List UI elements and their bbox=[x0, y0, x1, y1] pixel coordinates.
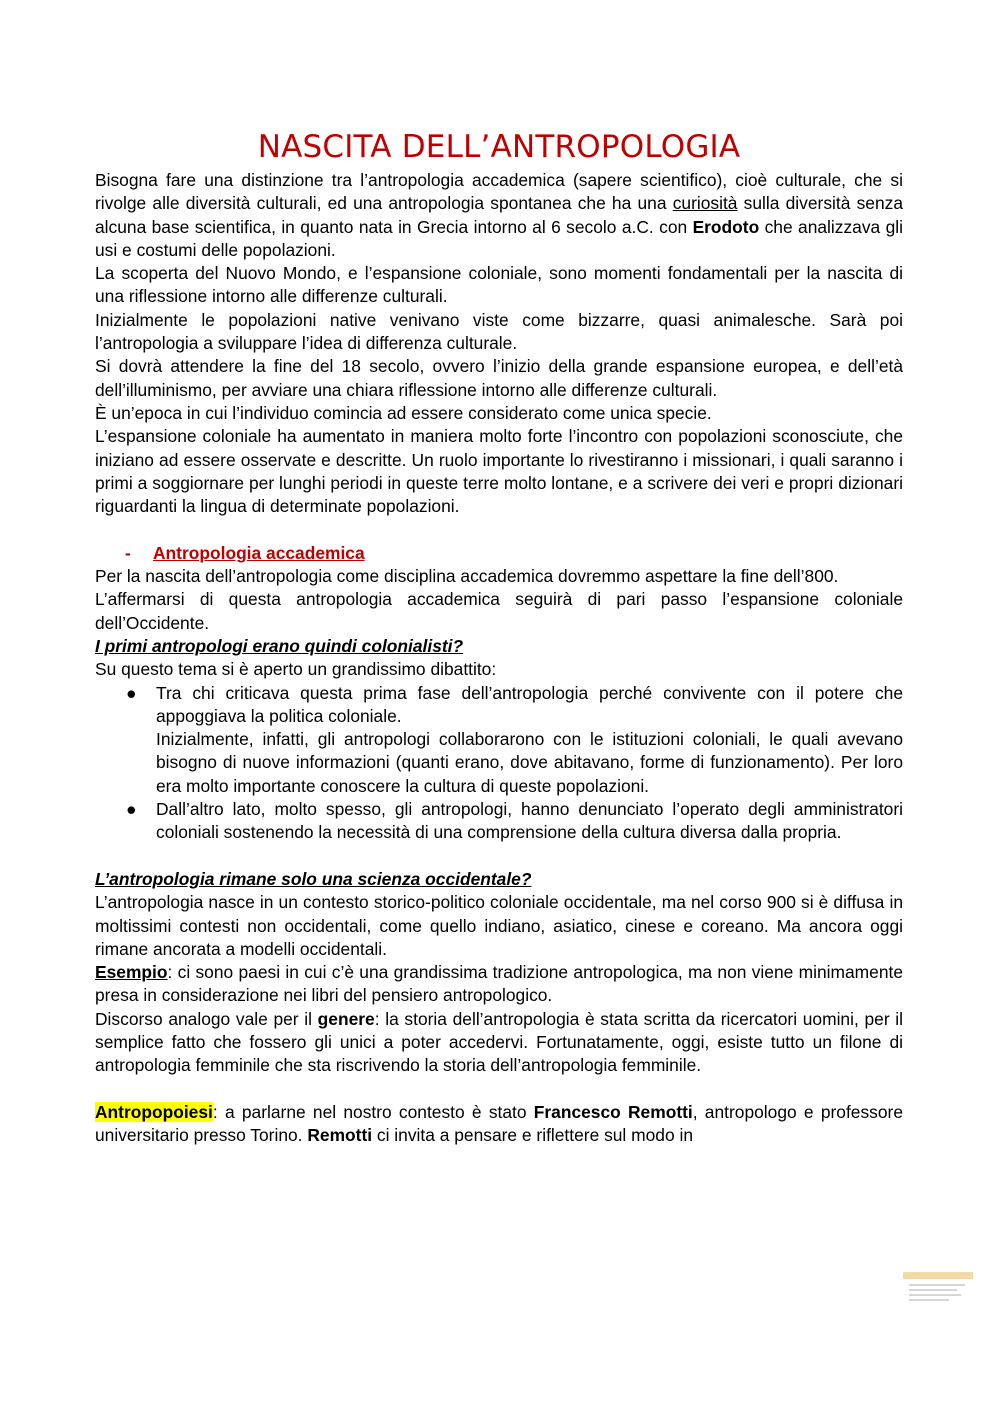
intro-text: che analizzava gli usi e costumi delle popolazioni. bbox=[95, 216, 904, 260]
debate-list bbox=[95, 682, 903, 845]
genere-text: Discorso analogo vale per il bbox=[95, 1008, 318, 1029]
thumbnail-line bbox=[909, 1289, 957, 1291]
antropopoiesi-paragraph bbox=[95, 1101, 903, 1148]
question-heading-occidentale: L’antropologia rimane solo una scienza occidentale? bbox=[95, 868, 532, 889]
curiosita-term: curiosità bbox=[672, 193, 738, 214]
esempio-text: : ci sono paesi in cui c’è una grandissima tradizione antropologica, ma non viene minimamente presa in considerazione nei libri del pensiero antropologico. bbox=[95, 962, 903, 1006]
list-item bbox=[95, 682, 903, 798]
section-heading-text: Antropologia accademica bbox=[153, 542, 365, 563]
author-name: Francesco Remotti bbox=[533, 1101, 693, 1122]
spacer bbox=[95, 845, 903, 868]
question-heading-colonialisti: I primi antropologi erano quindi colonialisti? bbox=[95, 635, 464, 656]
intro-paragraph-2: La scoperta del Nuovo Mondo, e l’espansione coloniale, sono momenti fondamentali per la nascita di una riflessione intorno alle differenze culturali. bbox=[95, 263, 903, 307]
esempio-label: Esempio bbox=[95, 962, 168, 983]
esempio-paragraph bbox=[95, 961, 903, 1008]
spacer bbox=[95, 1078, 903, 1101]
section1-paragraph-2: L’affermarsi di questa antropologia accademica seguirà di pari passo l’espansione coloniale dell’Occidente. bbox=[95, 589, 903, 633]
bullet-icon: ● bbox=[126, 682, 137, 703]
bullet-icon: ● bbox=[126, 799, 137, 820]
antropopoiesi-text: ci invita a pensare e riflettere sul modo in bbox=[372, 1125, 693, 1146]
antropopoiesi-text: : a parlarne nel nostro contesto è stato bbox=[212, 1101, 534, 1122]
antropopoiesi-text: , antropologo e professore universitario presso Torino. bbox=[95, 1101, 903, 1146]
list-item-text-extra: Inizialmente, infatti, gli antropologi collaborarono con le istituzioni coloniali, le quali avevano bisogno di nuove informazioni (quanti erano, dove abitavano, forme di funzionamento). Per loro era molto importante conoscere la cultura di queste popolazioni. bbox=[156, 729, 903, 796]
antropopoiesi-term: Antropopoiesi bbox=[95, 1101, 213, 1122]
genere-paragraph bbox=[95, 1008, 903, 1078]
list-item bbox=[95, 798, 903, 845]
intro-paragraph-1 bbox=[95, 169, 903, 262]
erodoto-term: Erodoto bbox=[692, 216, 760, 237]
list-item-text: Tra chi criticava questa prima fase dell’antropologia perché convivente con il potere che appoggiava la politica coloniale. bbox=[156, 682, 903, 726]
document-page bbox=[95, 128, 903, 1147]
section-heading-antropologia-accademica bbox=[95, 542, 903, 565]
thumbnail-line bbox=[909, 1294, 961, 1296]
section1-paragraph-3: Su questo tema si è aperto un grandissimo dibattito: bbox=[95, 659, 497, 680]
section1-paragraph-1: Per la nascita dell’antropologia come disciplina accademica dovremmo aspettare la fine dell’800. bbox=[95, 566, 839, 587]
spacer bbox=[95, 518, 903, 541]
genere-text: : la storia dell’antropologia è stata scritta da ricercatori uomini, per il semplice fatto che fossero gli unici a poter accedervi. Fortunatamente, oggi, esiste tutto un filone di antropologia femminile che sta riscrivendo la storia dell’antropologia femminile. bbox=[95, 1008, 904, 1076]
thumbnail-line bbox=[909, 1299, 949, 1301]
author-name-short: Remotti bbox=[307, 1125, 373, 1146]
thumbnail-band bbox=[903, 1272, 973, 1279]
intro-text: sulla diversità senza alcuna base scientifica, in quanto nata in Grecia intorno al 6 secolo a.C. con bbox=[95, 193, 903, 237]
genere-term: genere bbox=[317, 1008, 375, 1029]
intro-paragraph-5: È un’epoca in cui l’individuo comincia ad essere considerato come unica specie. bbox=[95, 402, 712, 423]
intro-paragraph-3: Inizialmente le popolazioni native venivano viste come bizzarre, quasi animalesche. Sarà poi l’antropologia a sviluppare l’idea di differenza culturale. bbox=[95, 309, 903, 354]
intro-paragraph-4: Si dovrà attendere la fine del 18 secolo, ovvero l’inizio della grande espansione europea, e dell’età dell’illuminismo, per avviare una chiara riflessione intorno alle differenze culturali. bbox=[95, 356, 903, 400]
intro-text: Bisogna fare una distinzione tra l’antropologia accademica (sapere scientifico), cioè culturale, che si rivolge alle diversità culturali, ed una antropologia spontanea che ha una bbox=[95, 170, 903, 214]
thumbnail-line bbox=[909, 1284, 965, 1286]
list-item-text: Dall’altro lato, molto spesso, gli antropologi, hanno denunciato l’operato degli amministratori coloniali sostenendo la necessità di una comprensione della cultura diversa dalla propria. bbox=[156, 799, 903, 843]
watermark-thumbnail bbox=[903, 1272, 973, 1306]
section2-paragraph-1: L’antropologia nasce in un contesto storico-politico coloniale occidentale, ma nel corso 900 si è diffusa in moltissimi contesti non occidentali, come quello indiano, asiatico, cinese e coreano. Ma ancora oggi rimane ancorata a modelli occidentali. bbox=[95, 892, 903, 959]
intro-paragraph-6: L’espansione coloniale ha aumentato in maniera molto forte l’incontro con popolazioni sconosciute, che iniziano ad essere osservate e descritte. Un ruolo importante lo rivestiranno i missionari, i quali saranno i primi a soggiornare per lunghi periodi in queste terre molto lontane, e a scrivere dei veri e propri dizionari riguardanti la lingua di determinate popolazioni. bbox=[95, 426, 903, 517]
dash-marker: - bbox=[125, 542, 131, 563]
page-title: NASCITA DELL’ANTROPOLOGIA bbox=[257, 129, 741, 165]
